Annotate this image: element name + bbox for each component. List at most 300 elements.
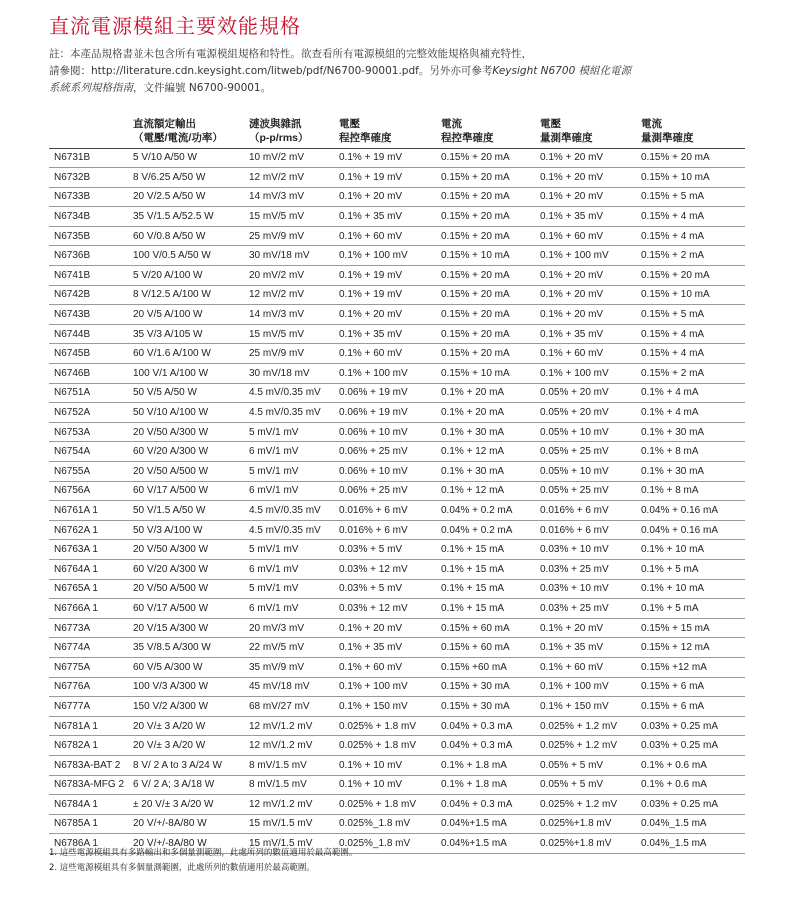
note-line [49,63,639,80]
table-cell: 0.1% + 20 mV [334,305,436,325]
table-cell: 0.04%_1.5 mA [636,814,745,834]
table-cell: 6 mV/1 mV [244,481,334,501]
table-cell: 60 V/20 A/300 W [128,442,244,462]
table-cell: 100 V/1 A/100 W [128,364,244,384]
table-cell: 15 mV/1.5 mV [244,834,334,854]
model-cell: N6774A [49,638,128,658]
table-cell: 0.04% + 0.2 mA [436,520,535,540]
table-cell: 0.1% + 35 mV [535,207,636,227]
table-cell: 6 mV/1 mV [244,599,334,619]
table-cell: 0.1% + 60 mV [535,344,636,364]
table-cell: 0.15% + 20 mA [636,266,745,286]
table-cell: 60 V/20 A/300 W [128,559,244,579]
table-cell: 0.06% + 10 mV [334,422,436,442]
table-cell: 0.1% + 35 mV [334,324,436,344]
table-cell: 0.04%_1.5 mA [636,834,745,854]
table-cell: 0.1% + 0.6 mA [636,755,745,775]
table-cell: 0.15% + 60 mA [436,638,535,658]
table-cell: 0.1% + 8 mA [636,481,745,501]
table-cell: 0.1% + 20 mV [334,187,436,207]
table-cell: 0.15% + 20 mA [436,285,535,305]
table-cell: 10 mV/2 mV [244,148,334,168]
table-cell: 60 V/0.8 A/50 W [128,226,244,246]
table-body [49,148,745,853]
table-cell: 0.1% + 35 mV [535,324,636,344]
table-row [49,364,745,384]
table-row [49,207,745,227]
table-cell: 50 V/1.5 A/50 W [128,501,244,521]
table-cell: 20 V/± 3 A/20 W [128,716,244,736]
table-cell: 20 V/2.5 A/50 W [128,187,244,207]
table-cell: 0.1% + 15 mA [436,540,535,560]
table-cell: 14 mV/3 mV [244,187,334,207]
model-cell: N6745B [49,344,128,364]
table-cell: 0.1% + 20 mV [535,148,636,168]
table-cell: 0.05% + 20 mV [535,383,636,403]
table-cell: 0.025%+1.8 mV [535,814,636,834]
table-cell: 5 mV/1 mV [244,422,334,442]
model-cell: N6746B [49,364,128,384]
table-cell: 0.1% + 150 mV [535,697,636,717]
table-cell: 0.15% + 20 mA [436,324,535,344]
table-row [49,795,745,815]
table-cell: 0.1% + 15 mA [436,579,535,599]
table-cell: 35 V/1.5 A/52.5 W [128,207,244,227]
table-cell: 0.1% + 35 mV [334,207,436,227]
table-cell: 20 V/± 3 A/20 W [128,736,244,756]
table-cell: 0.03% + 5 mV [334,579,436,599]
model-cell: N6781A 1 [49,716,128,736]
table-cell: 8 mV/1.5 mV [244,755,334,775]
table-row [49,638,745,658]
model-cell: N6784A 1 [49,795,128,815]
table-cell: 0.15% + 30 mA [436,677,535,697]
table-cell: 0.15% + 4 mA [636,226,745,246]
model-cell: N6782A 1 [49,736,128,756]
table-cell: 0.05% + 25 mV [535,442,636,462]
table-cell: 0.1% + 20 mV [535,187,636,207]
column-header [128,112,244,148]
table-row [49,383,745,403]
model-cell: N6786A 1 [49,834,128,854]
table-cell: 8 V/6.25 A/50 W [128,168,244,188]
model-cell: N6763A 1 [49,540,128,560]
table-header-row [49,112,745,148]
table-cell: 0.1% + 30 mA [636,462,745,482]
column-header [636,112,745,148]
table-cell: 0.15% + 5 mA [636,187,745,207]
table-cell: 0.15% + 6 mA [636,697,745,717]
footnotes [49,846,357,876]
table-cell: 0.025% + 1.8 mV [334,716,436,736]
table-cell: 35 mV/9 mV [244,657,334,677]
table-cell: 4.5 mV/0.35 mV [244,501,334,521]
column-header-line: 直流額定輸出 [133,117,196,130]
column-header-line: 量測準確度 [641,131,694,144]
table-cell: 0.06% + 10 mV [334,462,436,482]
table-row [49,285,745,305]
table-cell: 0.15% + 10 mA [636,285,745,305]
table-cell: 4.5 mV/0.35 mV [244,383,334,403]
table-cell: 0.016% + 6 mV [334,520,436,540]
note-text: ，文件編號 N6700-90001。 [133,82,272,94]
table-cell: 0.15% +60 mA [436,657,535,677]
table-cell: 5 mV/1 mV [244,540,334,560]
column-header-line: 程控準確度 [339,131,392,144]
table-cell: 0.1% + 20 mV [535,305,636,325]
table-cell: 0.1% + 20 mV [535,618,636,638]
table-row [49,618,745,638]
model-cell: N6733B [49,187,128,207]
table-cell: 8 V/ 2 A to 3 A/24 W [128,755,244,775]
table-row [49,324,745,344]
table-cell: 8 V/12.5 A/100 W [128,285,244,305]
table-cell: 0.016% + 6 mV [535,501,636,521]
table-cell: 0.06% + 25 mV [334,442,436,462]
table-cell: 0.1% + 20 mV [535,285,636,305]
table-row [49,677,745,697]
table-cell: 0.1% + 10 mV [334,775,436,795]
table-cell: 0.03% + 12 mV [334,559,436,579]
column-header-line: 電流 [441,117,462,130]
table-cell: 0.06% + 19 mV [334,403,436,423]
table-cell: 0.15% + 4 mA [636,344,745,364]
table-cell: 50 V/3 A/100 W [128,520,244,540]
table-cell: 0.15% +12 mA [636,657,745,677]
table-cell: 0.1% + 60 mV [535,657,636,677]
table-row [49,168,745,188]
table-cell: 0.1% + 100 mV [334,677,436,697]
table-cell: 15 mV/5 mV [244,324,334,344]
table-cell: 0.03% + 0.25 mA [636,736,745,756]
table-cell: 30 mV/18 mV [244,246,334,266]
table-cell: 0.025% + 1.2 mV [535,736,636,756]
table-cell: 0.15% + 4 mA [636,207,745,227]
table-cell: 0.1% + 12 mA [436,481,535,501]
table-cell: 0.1% + 60 mV [334,344,436,364]
table-cell: 6 V/ 2 A; 3 A/18 W [128,775,244,795]
table-cell: 0.1% + 35 mV [334,638,436,658]
table-cell: 0.1% + 10 mV [334,755,436,775]
table-cell: 0.04% + 0.2 mA [436,501,535,521]
table-cell: 0.1% + 30 mA [636,422,745,442]
table-cell: 20 V/50 A/500 W [128,462,244,482]
table-cell: 0.1% + 15 mA [436,599,535,619]
table-cell: 0.15% + 20 mA [436,266,535,286]
table-cell: 0.05% + 10 mV [535,422,636,442]
table-row [49,716,745,736]
table-cell: 0.15% + 5 mA [636,305,745,325]
table-cell: 50 V/10 A/100 W [128,403,244,423]
table-cell: 5 mV/1 mV [244,579,334,599]
table-row [49,697,745,717]
table-cell: 0.15% + 60 mA [436,618,535,638]
table-cell: 0.1% + 60 mV [334,657,436,677]
table-cell: 0.15% + 20 mA [436,148,535,168]
table-cell: 25 mV/9 mV [244,344,334,364]
table-cell: 0.1% + 10 mA [636,579,745,599]
table-cell: 22 mV/5 mV [244,638,334,658]
table-row [49,755,745,775]
table-cell: 0.1% + 60 mV [535,226,636,246]
model-cell: N6775A [49,657,128,677]
table-cell: 15 mV/5 mV [244,207,334,227]
table-cell: 0.15% + 6 mA [636,677,745,697]
model-cell: N6773A [49,618,128,638]
table-cell: 20 V/+/-8A/80 W [128,814,244,834]
table-cell: 0.1% + 19 mV [334,266,436,286]
table-cell: 0.1% + 100 mV [535,246,636,266]
table-row [49,540,745,560]
column-header-line: 電壓 [339,117,360,130]
table-cell: 60 V/17 A/500 W [128,599,244,619]
model-cell: N6752A [49,403,128,423]
table-cell: 8 mV/1.5 mV [244,775,334,795]
table-cell: 4.5 mV/0.35 mV [244,520,334,540]
spec-note [49,46,639,97]
table-cell: 0.03% + 5 mV [334,540,436,560]
model-cell: N6783A-BAT 2 [49,755,128,775]
table-cell: 0.15% + 10 mA [436,246,535,266]
column-header-line: （p-p/rms） [249,131,309,144]
table-cell: 5 V/10 A/50 W [128,148,244,168]
table-cell: 20 mV/3 mV [244,618,334,638]
footnote: 2. 這些電源模組具有多個量測範圍，此處所列的數值適用於最高範圍。 [49,863,315,873]
column-header [334,112,436,148]
column-header-line: （電壓/電流/功率） [133,131,223,144]
column-header-line: 程控準確度 [441,131,494,144]
specification-table [49,112,745,854]
table-cell: 0.15% + 10 mA [436,364,535,384]
table-cell: 0.03% + 0.25 mA [636,795,745,815]
table-cell: 35 V/8.5 A/300 W [128,638,244,658]
table-cell: 20 V/15 A/300 W [128,618,244,638]
table-row [49,344,745,364]
note-text: 請參閱：http://literature.cdn.keysight.com/litweb/pdf/N6700-90001.pdf。另外亦可參考 [49,65,493,77]
table-cell: 0.025%_1.8 mV [334,814,436,834]
table-cell: 0.1% + 19 mV [334,285,436,305]
table-cell: 0.04%+1.5 mA [436,834,535,854]
table-cell: 0.05% + 20 mV [535,403,636,423]
table-cell: 60 V/5 A/300 W [128,657,244,677]
table-cell: 0.1% + 30 mA [436,422,535,442]
note-guide-title: Keysight N6700 模組化電源 [492,65,632,77]
model-cell: N6734B [49,207,128,227]
table-cell: 0.1% + 5 mA [636,559,745,579]
table-cell: 0.15% + 20 mA [436,305,535,325]
table-cell: 0.05% + 10 mV [535,462,636,482]
table-cell: 0.04% + 0.3 mA [436,736,535,756]
table-cell: 0.025% + 1.8 mV [334,736,436,756]
table-cell: 0.1% + 100 mV [334,364,436,384]
table-cell: 5 V/20 A/100 W [128,266,244,286]
table-cell: 0.1% + 100 mV [334,246,436,266]
model-cell: N6766A 1 [49,599,128,619]
column-header [49,112,128,148]
table-row [49,814,745,834]
note-guide-title: 系統系列規格指南 [49,82,133,94]
table-cell: 0.1% + 15 mA [436,559,535,579]
table-cell: 0.15% + 20 mA [436,187,535,207]
table-row [49,579,745,599]
note-line: 註：本產品規格書並未包含所有電源模組規格和特性。欲查看所有電源模組的完整效能規格與補充特性， [49,48,532,60]
model-cell: N6755A [49,462,128,482]
column-header [535,112,636,148]
model-cell: N6731B [49,148,128,168]
table-cell: 12 mV/1.2 mV [244,736,334,756]
column-header-line: 漣波與雜訊 [249,117,302,130]
table-cell: 0.1% + 4 mA [636,383,745,403]
table-cell: 0.05% + 5 mV [535,755,636,775]
table-cell: 0.1% + 20 mV [334,618,436,638]
table-row [49,559,745,579]
table-row [49,187,745,207]
table-cell: 150 V/2 A/300 W [128,697,244,717]
table-cell: 0.1% + 35 mV [535,638,636,658]
table-cell: 0.03% + 0.25 mA [636,716,745,736]
table-cell: 0.1% + 1.8 mA [436,755,535,775]
table-cell: 0.04% + 0.16 mA [636,501,745,521]
table-cell: 0.1% + 100 mV [535,677,636,697]
table-cell: 0.1% + 8 mA [636,442,745,462]
model-cell: N6753A [49,422,128,442]
model-cell: N6735B [49,226,128,246]
model-cell: N6785A 1 [49,814,128,834]
table-cell: 0.06% + 19 mV [334,383,436,403]
table-cell: ± 20 V/± 3 A/20 W [128,795,244,815]
table-row [49,501,745,521]
table-cell: 0.1% + 19 mV [334,168,436,188]
model-cell: N6756A [49,481,128,501]
table-row [49,462,745,482]
table-cell: 12 mV/1.2 mV [244,795,334,815]
table-row [49,226,745,246]
model-cell: N6765A 1 [49,579,128,599]
table-row [49,442,745,462]
table-cell: 0.025% + 1.2 mV [535,716,636,736]
table-cell: 0.04%+1.5 mA [436,814,535,834]
table-cell: 35 V/3 A/105 W [128,324,244,344]
table-cell: 12 mV/2 mV [244,285,334,305]
table-cell: 0.15% + 20 mA [436,207,535,227]
table-row [49,266,745,286]
table-cell: 0.04% + 0.16 mA [636,520,745,540]
table-cell: 12 mV/1.2 mV [244,716,334,736]
table-cell: 50 V/5 A/50 W [128,383,244,403]
table-cell: 0.1% + 4 mA [636,403,745,423]
table-cell: 0.1% + 5 mA [636,599,745,619]
model-cell: N6732B [49,168,128,188]
table-cell: 0.15% + 20 mA [436,344,535,364]
table-cell: 0.03% + 12 mV [334,599,436,619]
table-cell: 0.04% + 0.3 mA [436,795,535,815]
note-line [49,80,639,97]
table-cell: 0.05% + 5 mV [535,775,636,795]
model-cell: N6762A 1 [49,520,128,540]
column-header [436,112,535,148]
table-cell: 0.03% + 10 mV [535,579,636,599]
column-header [244,112,334,148]
table-cell: 0.1% + 60 mV [334,226,436,246]
table-cell: 0.15% + 2 mA [636,364,745,384]
table-cell: 45 mV/18 mV [244,677,334,697]
table-cell: 0.1% + 1.8 mA [436,775,535,795]
table-cell: 30 mV/18 mV [244,364,334,384]
table-row [49,599,745,619]
table-cell: 60 V/1.6 A/100 W [128,344,244,364]
model-cell: N6776A [49,677,128,697]
table-cell: 0.1% + 20 mA [436,403,535,423]
table-row [49,775,745,795]
table-cell: 12 mV/2 mV [244,168,334,188]
table-cell: 0.03% + 10 mV [535,540,636,560]
table-row [49,422,745,442]
model-cell: N6761A 1 [49,501,128,521]
table-cell: 20 V/5 A/100 W [128,305,244,325]
table-cell: 15 mV/1.5 mV [244,814,334,834]
table-cell: 14 mV/3 mV [244,305,334,325]
table-row [49,148,745,168]
table-cell: 0.025% + 1.2 mV [535,795,636,815]
table-cell: 100 V/0.5 A/50 W [128,246,244,266]
page-title: 直流電源模組主要效能規格 [49,14,301,38]
model-cell: N6777A [49,697,128,717]
table-row [49,246,745,266]
table-cell: 6 mV/1 mV [244,442,334,462]
table-cell: 0.1% + 19 mV [334,148,436,168]
table-cell: 5 mV/1 mV [244,462,334,482]
table-cell: 68 mV/27 mV [244,697,334,717]
table-cell: 0.1% + 0.6 mA [636,775,745,795]
model-cell: N6744B [49,324,128,344]
table-cell: 20 V/50 A/300 W [128,540,244,560]
table-cell: 4.5 mV/0.35 mV [244,403,334,423]
model-cell: N6736B [49,246,128,266]
model-cell: N6783A-MFG 2 [49,775,128,795]
model-cell: N6741B [49,266,128,286]
table-cell: 0.15% + 15 mA [636,618,745,638]
table-row [49,305,745,325]
table-cell: 0.03% + 25 mV [535,599,636,619]
table-cell: 0.1% + 30 mA [436,462,535,482]
table-cell: 20 mV/2 mV [244,266,334,286]
table-cell: 0.1% + 100 mV [535,364,636,384]
table-cell: 0.025%_1.8 mV [334,834,436,854]
table-cell: 60 V/17 A/500 W [128,481,244,501]
table-cell: 20 V/50 A/300 W [128,422,244,442]
model-cell: N6751A [49,383,128,403]
table-cell: 0.15% + 10 mA [636,168,745,188]
table-cell: 0.1% + 20 mA [436,383,535,403]
table-cell: 0.04% + 0.3 mA [436,716,535,736]
table-cell: 0.03% + 25 mV [535,559,636,579]
table-cell: 25 mV/9 mV [244,226,334,246]
table-cell: 0.15% + 2 mA [636,246,745,266]
table-row [49,520,745,540]
table-row [49,736,745,756]
table-row [49,657,745,677]
table-cell: 20 V/50 A/500 W [128,579,244,599]
table-cell: 0.016% + 6 mV [535,520,636,540]
table-cell: 0.016% + 6 mV [334,501,436,521]
table-cell: 0.15% + 20 mA [436,226,535,246]
table-cell: 0.025% + 1.8 mV [334,795,436,815]
model-cell: N6754A [49,442,128,462]
table-cell: 0.06% + 25 mV [334,481,436,501]
table-cell: 20 V/+/-8A/80 W [128,834,244,854]
model-cell: N6743B [49,305,128,325]
footnote: 1. 這些電源模組具有多路輸出和多個量測範圍，此處所列的數值適用於最高範圍。 [49,848,358,858]
